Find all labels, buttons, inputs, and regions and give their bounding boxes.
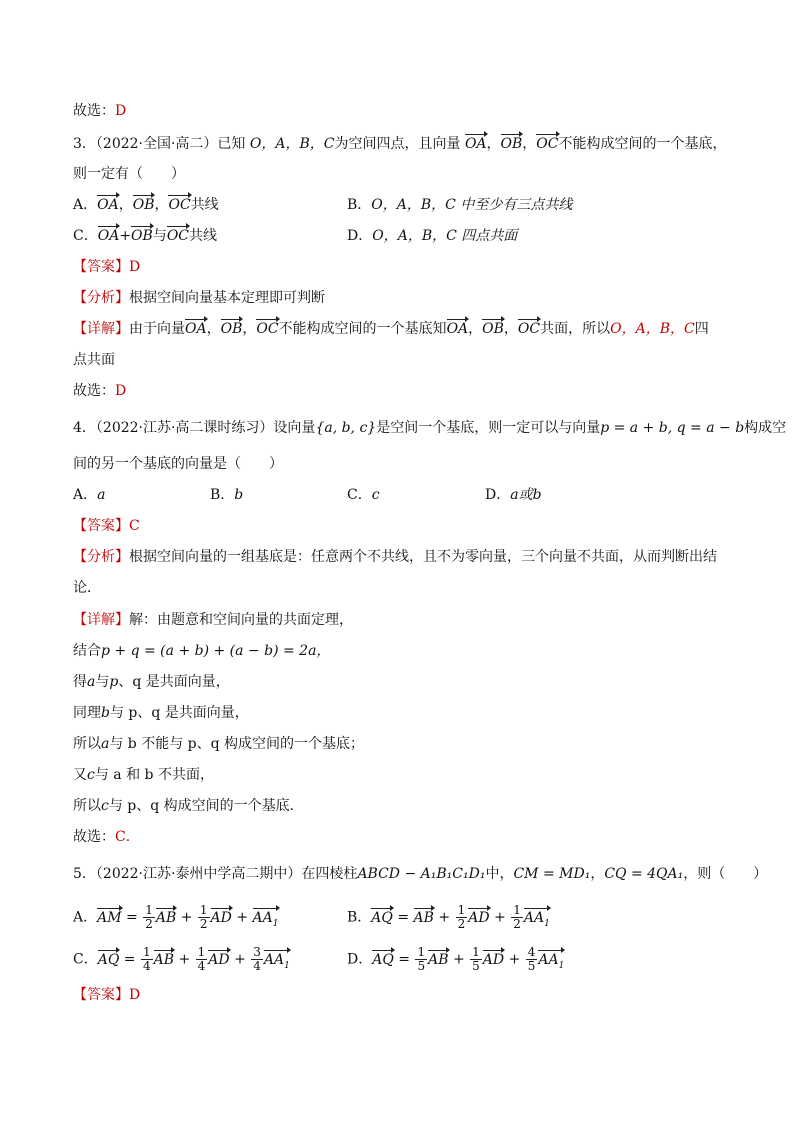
q4-analysis: 【分析】根据空间向量的一组基底是：任意两个不共线，且不为零向量，三个向量不共面，从而判断出结 — [73, 549, 717, 565]
q5-stem: 5．（2022·江苏·泰州中学高二期中）在四棱柱ABCD − A₁B₁C₁D₁中，CM = MD₁，CQ = 4QA₁，则（ ） — [73, 866, 768, 882]
q3-option-d[interactable]: D．O，A，B，C 四点共面 — [347, 228, 518, 244]
q3-stem-line2: 则一定有（ ） — [73, 166, 185, 182]
q4-detail-l4: 所以a与 b 不能与 p、q 构成空间的一个基底； — [73, 736, 365, 752]
q3-option-b[interactable]: B．O，A，B，C 中至少有三点共线 — [347, 197, 573, 213]
q4-detail: 【详解】解：由题意和空间向量的共面定理， — [73, 612, 353, 628]
q5-answer: 【答案】D — [73, 987, 141, 1003]
q3-final: 故选：D — [73, 383, 127, 399]
q4-detail-l1: 结合p + q = (a + b) + (a − b) = 2a， — [73, 643, 331, 659]
q4-detail-l3: 同理b与 p、q 是共面向量， — [73, 705, 249, 721]
q3-stem: 3．（2022·全国·高二）已知 O，A，B，C为空间四点，且向量 OA，OB，OC不能构成空间的一个基底， — [73, 136, 727, 152]
q4-stem: 4．（2022·江苏·高二课时练习）设向量{a, b, c}是空间一个基底，则一定可以与向量p = a + b, q = a − b构成空 — [73, 420, 787, 436]
q4-option-a[interactable]: A．a — [73, 487, 106, 503]
q2-final-value: D — [115, 103, 127, 119]
q3-option-c[interactable]: C．OA+OB与OC共线 — [73, 228, 218, 244]
q4-final: 故选：C． — [73, 829, 140, 845]
q3-detail: 【详解】由于向量OA，OB，OC不能构成空间的一个基底知OA，OB，OC共面，所以O，A，B，C四 — [73, 321, 709, 337]
q3-option-a[interactable]: A．OA，OB，OC共线 — [73, 197, 219, 213]
q4-answer: 【答案】C — [73, 518, 140, 534]
q5-option-c[interactable]: C．AQ = $\frac{1}{4}$ AB + $\frac{1}{4}$ AD + $\frac{3}{4}$ $AA_1$ — [73, 946, 290, 975]
q5-option-a[interactable]: A．AM = $\frac{1}{2}$ AB + $\frac{1}{2}$ AD + $AA_1$ — [73, 904, 279, 933]
q4-option-c[interactable]: C．c — [347, 487, 380, 503]
q4-detail-l5: 又c与 a 和 b 不共面， — [73, 767, 214, 783]
q4-stem-line2: 间的另一个基底的向量是（ ） — [73, 456, 283, 472]
q4-option-d[interactable]: D．a或b — [485, 487, 542, 503]
q4-analysis-line2: 论． — [73, 580, 101, 596]
q3-answer: 【答案】D — [73, 259, 141, 275]
q4-detail-l2: 得a与p、q 是共面向量， — [73, 674, 230, 690]
q3-analysis: 【分析】根据空间向量基本定理即可判断 — [73, 290, 325, 306]
q2-final: 故选：D — [73, 103, 127, 119]
q4-option-b[interactable]: B．b — [210, 487, 244, 503]
q4-detail-l6: 所以c与 p、q 构成空间的一个基底． — [73, 798, 304, 814]
q5-option-d[interactable]: D．AQ = $\frac{1}{5}$ AB + $\frac{1}{5}$ AD + $\frac{4}{5}$ $AA_1$ — [347, 946, 564, 975]
q5-option-b[interactable]: B．AQ = AB + $\frac{1}{2}$ AD + $\frac{1}{2}$ $AA_1$ — [347, 904, 550, 933]
q3-detail-line2: 点共面 — [73, 352, 115, 368]
